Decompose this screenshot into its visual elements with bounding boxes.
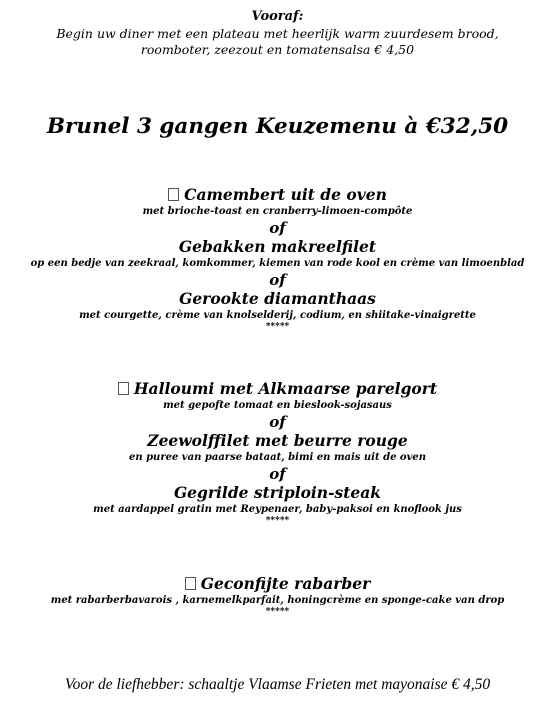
course-1-separator-1: of <box>269 219 286 237</box>
course-2-option-3-desc: met aardappel gratin met Reypenaer, baby-paksoi en knoflook jus <box>93 504 462 515</box>
course-2-option-2-desc: en puree van paarse bataat, bimi en mais uit de oven <box>128 452 427 463</box>
course-2-stars: ***** <box>265 516 290 526</box>
course-2-separator-1: of <box>269 413 286 431</box>
course-1-option-1-name: Camembert uit de oven <box>0 185 555 204</box>
course-1-stars: ***** <box>265 322 290 332</box>
course-1-option-3-desc: met courgette, crème van knolselderij, codium, en shiitake-vinaigrette <box>79 310 476 321</box>
course-1-separator-2: of <box>269 271 286 289</box>
checkbox-icon <box>168 188 179 201</box>
checkbox-icon <box>118 382 129 395</box>
intro-heading: Vooraf: <box>251 9 304 24</box>
course-2-separator-2: of <box>269 465 286 483</box>
course-1-option-1-desc: met brioche-toast en cranberry-limoen-compôte <box>142 206 413 217</box>
course-3-stars: ***** <box>265 607 290 617</box>
course-2-option-1-name: Halloumi met Alkmaarse parelgort <box>0 379 555 398</box>
course-1-option-2-name: Gebakken makreelfilet <box>178 237 377 256</box>
course-1-option-3-name: Gerookte diamanthaas <box>179 289 376 308</box>
course-2-option-2-name: Zeewolffilet met beurre rouge <box>147 431 408 450</box>
footer-fries-offer: Voor de liefhebber: schaaltje Vlaamse Frieten met mayonaise € 4,50 <box>64 676 491 693</box>
checkbox-icon <box>185 577 196 590</box>
intro-line-1: Begin uw diner met een plateau met heerlijk warm zuurdesem brood, <box>56 26 499 41</box>
course-2-option-3-name: Gegrilde striploin-steak <box>173 483 382 502</box>
intro-line-2: roomboter, zeezout en tomatensalsa € 4,50 <box>140 42 415 57</box>
menu-title: Brunel 3 gangen Keuzemenu à €32,50 <box>46 114 509 139</box>
course-3-option-1-name: Geconfijte rabarber <box>0 574 555 593</box>
course-2-option-1-desc: met gepofte tomaat en bieslook-sojasaus <box>163 400 392 411</box>
course-3-option-1-desc: met rabarberbavarois , karnemelkparfait, honingcrème en sponge-cake van drop <box>50 595 505 606</box>
course-1-option-2-desc: op een bedje van zeekraal, komkommer, kiemen van rode kool en crème van limoenblad <box>30 258 525 269</box>
